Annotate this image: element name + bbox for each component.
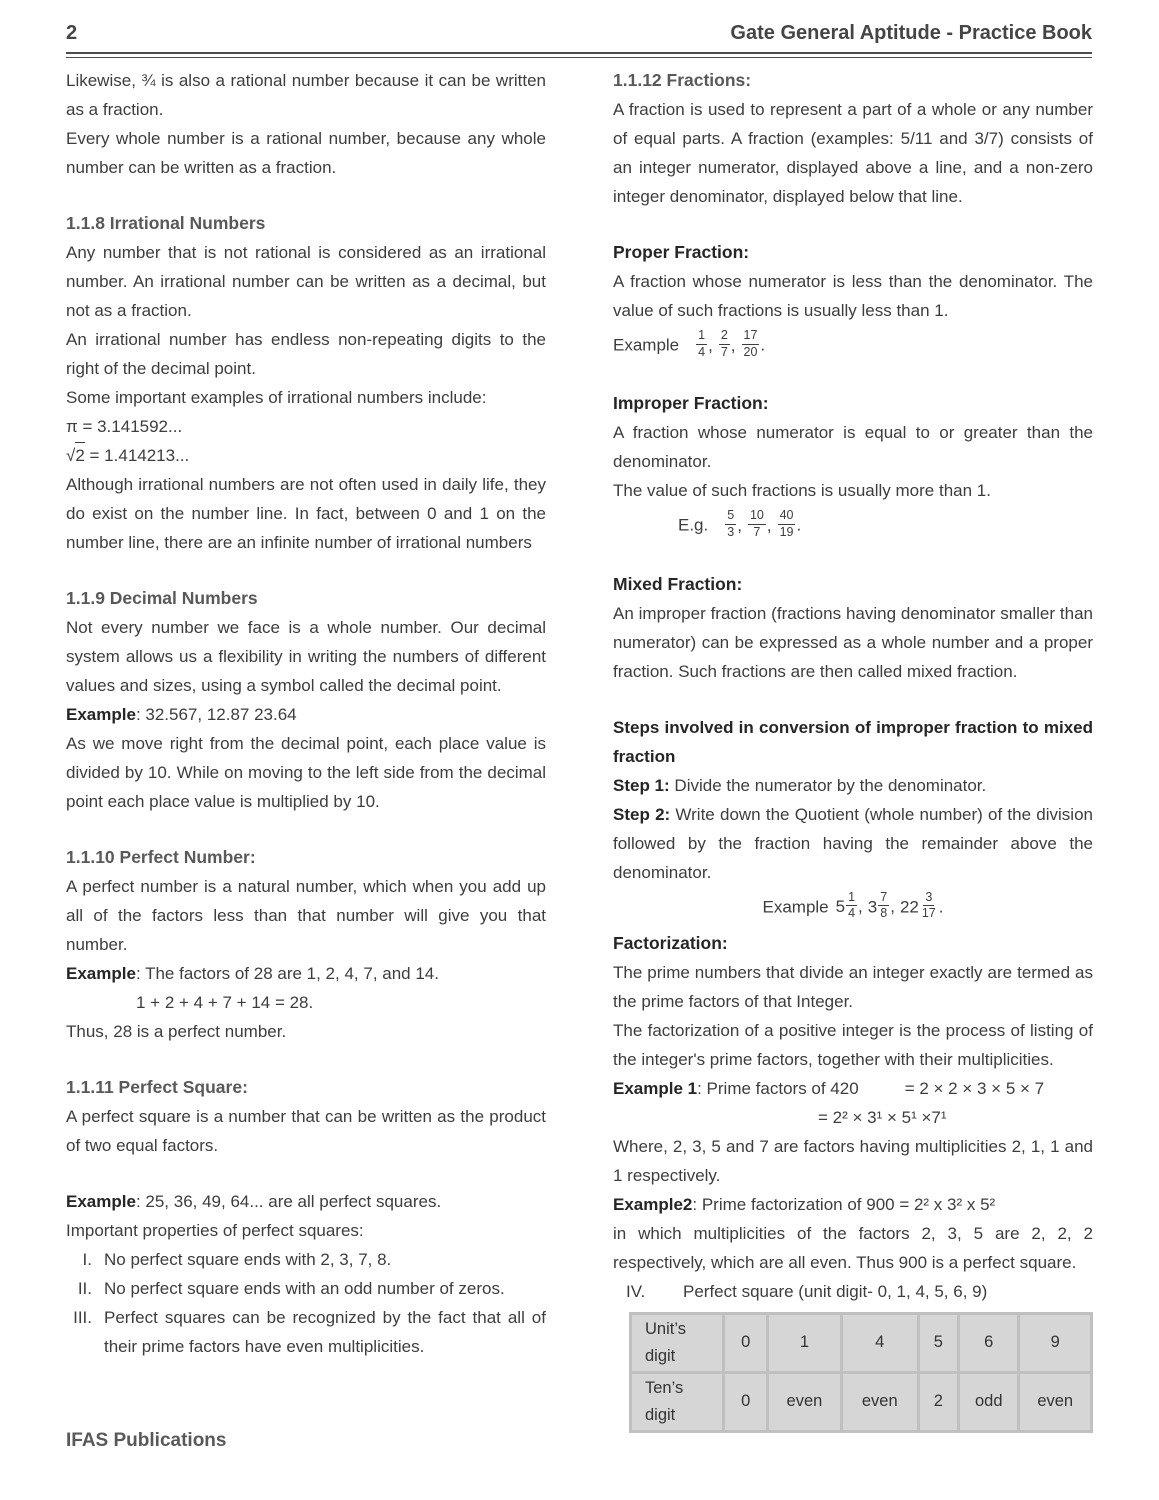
period: . [760,335,766,355]
heading-steps-conversion: Steps involved in conversion of improper fraction to mixed fraction [613,717,1093,766]
section-heading-perfect-square: 1.1.11 Perfect Square: [66,1077,248,1097]
paragraph-factorization-process: The factorization of a positive integer is the process of listing of the integer's prime factors, together with their multiplicities. [613,1020,1093,1069]
publisher-name: IFAS Publications [66,1430,227,1451]
fraction: $\frac{7}{8}$ [880,889,888,921]
section-heading-decimal-numbers: 1.1.9 Decimal Numbers [66,588,258,608]
column-left [66,66,546,1361]
item-iv-text: Perfect square (unit digit- 0, 1, 4, 5, 6, 9) [683,1281,988,1301]
paragraph-fraction-def: A fraction is used to represent a part of a whole or any number of equal parts. A fraction (examples: 5/11 and 3/7) consists of an integer numerator, displayed above a line, and a non-zero integer denominator, displayed below that line. [613,100,1093,206]
header-rule [66,52,1092,58]
paragraph-place-value: As we move right from the decimal point, each place value is divided by 10. While on moving to the left side from the decimal point each place value is multiplied by 10. [66,734,546,811]
paragraph-improper-fraction: A fraction whose numerator is equal to or greater than the denominator. [613,423,1093,472]
example1-line [613,1074,1093,1103]
example-label: Example [66,1192,136,1211]
proper-fraction-examples [613,330,1093,362]
list-marker: III. [73,1308,92,1327]
list-item-1 [66,1245,546,1274]
whole-number: 3 [867,897,878,917]
fraction: $\frac{10}{7}$ [749,508,764,539]
step1-text: Divide the numerator by the denominator. [669,775,987,795]
paragraph-prime-factors: The prime numbers that divide an integer exactly are termed as the prime factors of that Integer. [613,962,1093,1011]
example1-label: Example 1 [613,1078,698,1098]
example-decimal-line [66,700,546,729]
improper-fraction-examples [613,510,1093,542]
table-cell: 1 [769,1315,840,1371]
eg-word: E.g. [678,515,709,535]
sqrt2-value: = 1.414213... [84,446,190,465]
comma: , [766,515,772,535]
table-row-label: Ten’s digit [632,1374,722,1430]
period: . [938,897,944,917]
comma: , [730,335,736,355]
comma: , [890,897,895,917]
paragraph-irrational-def: Any number that is not rational is considered as an irrational number. An irrational number can be written as a decimal, but not as a fraction. [66,243,546,320]
paragraph-perfect-number-def: A perfect number is a natural number, which when you add up all of the factors less than that number will give you that number. [66,877,546,954]
section-heading-irrational-numbers: 1.1.8 Irrational Numbers [66,213,266,233]
step2-text: Write down the Quotient (whole number) of the division followed by the fraction having the remainder above the denominator. [613,804,1093,882]
paragraph-rational-likewise: Likewise, ¾ is also a rational number because it can be written as a fraction. [66,71,546,119]
heading-proper-fraction: Proper Fraction: [613,242,750,262]
step2-line [613,800,1093,887]
section-heading-perfect-number: 1.1.10 Perfect Number: [66,847,256,867]
paragraph-multiplicities: Where, 2, 3, 5 and 7 are factors having multiplicities 2, 1, 1 and 1 respectively. [613,1136,1093,1185]
paragraph-28-perfect: Thus, 28 is a perfect number. [66,1022,287,1041]
whole-number: 5 [835,897,846,917]
table-cell: 0 [725,1315,765,1371]
header [66,22,1092,45]
table-cell: 2 [920,1374,958,1430]
fraction: $\frac{1}{4}$ [698,328,706,359]
example1-text: : Prime factors of 420 [697,1078,859,1098]
comma: , [858,897,863,917]
perfect-square-table [629,1312,1093,1433]
table-cell: odd [960,1374,1017,1430]
footer [66,1430,226,1452]
comma: , [708,335,713,355]
table-cell: even [769,1374,840,1430]
table-cell: 6 [960,1315,1017,1371]
item-iv-marker: IV. [626,1281,646,1301]
example-factors-28-line [66,959,546,988]
table-cell: even [843,1374,917,1430]
whole-number: 22 [899,897,919,917]
table-cell: 4 [843,1315,917,1371]
example-word: Example [762,897,829,917]
list-text: No perfect square ends with 2, 3, 7, 8. [104,1250,392,1269]
fraction: $\frac{17}{20}$ [743,328,758,359]
fraction: $\frac{40}{19}$ [779,508,794,539]
heading-improper-fraction: Improper Fraction: [613,393,769,414]
table-row [632,1315,1090,1371]
radicand: 2 [75,442,84,468]
pi-value-line: π = 3.141592... [66,417,183,436]
step1-label: Step 1: [613,775,670,795]
paragraph-whole-number: Every whole number is a rational number, because any whole number can be written as a fraction. [66,129,546,177]
sqrt2-value-line [66,441,546,470]
column-right [613,66,1093,1433]
example2-text: : Prime factorization of 900 = 2² x 3² x 5² [692,1194,996,1214]
list-item-2 [66,1274,546,1303]
item-iv-line [613,1277,1093,1306]
fraction: $\frac{3}{17}$ [921,889,936,921]
paragraph-irrational-numberline: Although irrational numbers are not often used in daily life, they do exist on the number line. In fact, between 0 and 1 on the number line, there are an infinite number of irrational numbers [66,475,546,552]
paragraph-decimal-system: Not every number we face is a whole number. Our decimal system allows us a flexibility in writing the numbers of different values and sizes, using a symbol called the decimal point. [66,618,546,695]
book-title: Gate General Aptitude - Practice Book [730,22,1092,44]
table-row [632,1374,1090,1430]
example1-product: = 2 × 2 × 3 × 5 × 7 [904,1078,1045,1098]
fraction: $\frac{5}{3}$ [727,508,735,539]
paragraph-properties-intro: Important properties of perfect squares: [66,1221,364,1240]
fraction: $\frac{1}{4}$ [848,889,856,921]
comma: , [737,515,742,535]
list-marker: I. [82,1250,92,1269]
list-item-3 [66,1303,546,1361]
example1-exponent-line: = 2² × 3¹ × 5¹ ×7¹ [818,1107,947,1127]
example2-line [613,1190,1093,1219]
step2-label: Step 2: [613,804,671,824]
example-decimal-values: : 32.567, 12.87 23.64 [135,705,297,724]
table-cell: 0 [725,1374,765,1430]
fraction: $\frac{2}{7}$ [720,328,728,359]
paragraph-perfect-square-def: A perfect square is a number that can be written as the product of two equal factors. [66,1107,546,1155]
paragraph-proper-fraction: A fraction whose numerator is less than the denominator. The value of such fractions is usually less than 1. [613,272,1093,320]
step1-line [613,771,1093,800]
table-cell: 5 [920,1315,958,1371]
heading-mixed-fraction: Mixed Fraction: [613,573,743,594]
mixed-number-examples [613,889,1093,924]
list-text: No perfect square ends with an odd number of zeros. [104,1279,505,1298]
paragraph-mixed-fraction: An improper fraction (fractions having denominator smaller than numerator) can be expressed as a whole number and a proper fraction. Such fractions are then called mixed fraction. [613,603,1093,681]
list-text: Perfect squares can be recognized by the fact that all of their prime factors have even multiplicities. [104,1308,546,1356]
example-word: Example [613,335,680,355]
example-label: Example [66,964,136,983]
section-heading-fractions: 1.1.12 Fractions: [613,70,752,90]
heading-factorization: Factorization: [613,932,728,953]
example-factors-28: : The factors of 28 are 1, 2, 4, 7, and 14. [135,964,439,983]
page-number: 2 [66,22,78,44]
example-perfect-squares-line [66,1187,546,1216]
sum-equation-line: 1 + 2 + 4 + 7 + 14 = 28. [136,993,314,1012]
period: . [796,515,802,535]
paragraph-900-perfect-square: in which multiplicities of the factors 2, 3, 5 are 2, 2, 2 respectively, which are all even. Thus 900 is a perfect square. [613,1223,1093,1272]
example2-label: Example2 [613,1194,693,1214]
table-cell: even [1020,1374,1090,1430]
table-cell: 9 [1020,1315,1090,1371]
paragraph-improper-value: The value of such fractions is usually more than 1. [613,481,991,501]
example-perfect-squares: : 25, 36, 49, 64... are all perfect squares. [135,1192,442,1211]
paragraph-irrational-digits: An irrational number has endless non-repeating digits to the right of the decimal point. [66,330,546,378]
table-row-label: Unit’s digit [632,1315,722,1371]
radical-symbol: √ [66,446,76,465]
list-marker: II. [77,1279,92,1298]
paragraph-irrational-examples-intro: Some important examples of irrational numbers include: [66,388,487,407]
example-label: Example [66,705,136,724]
